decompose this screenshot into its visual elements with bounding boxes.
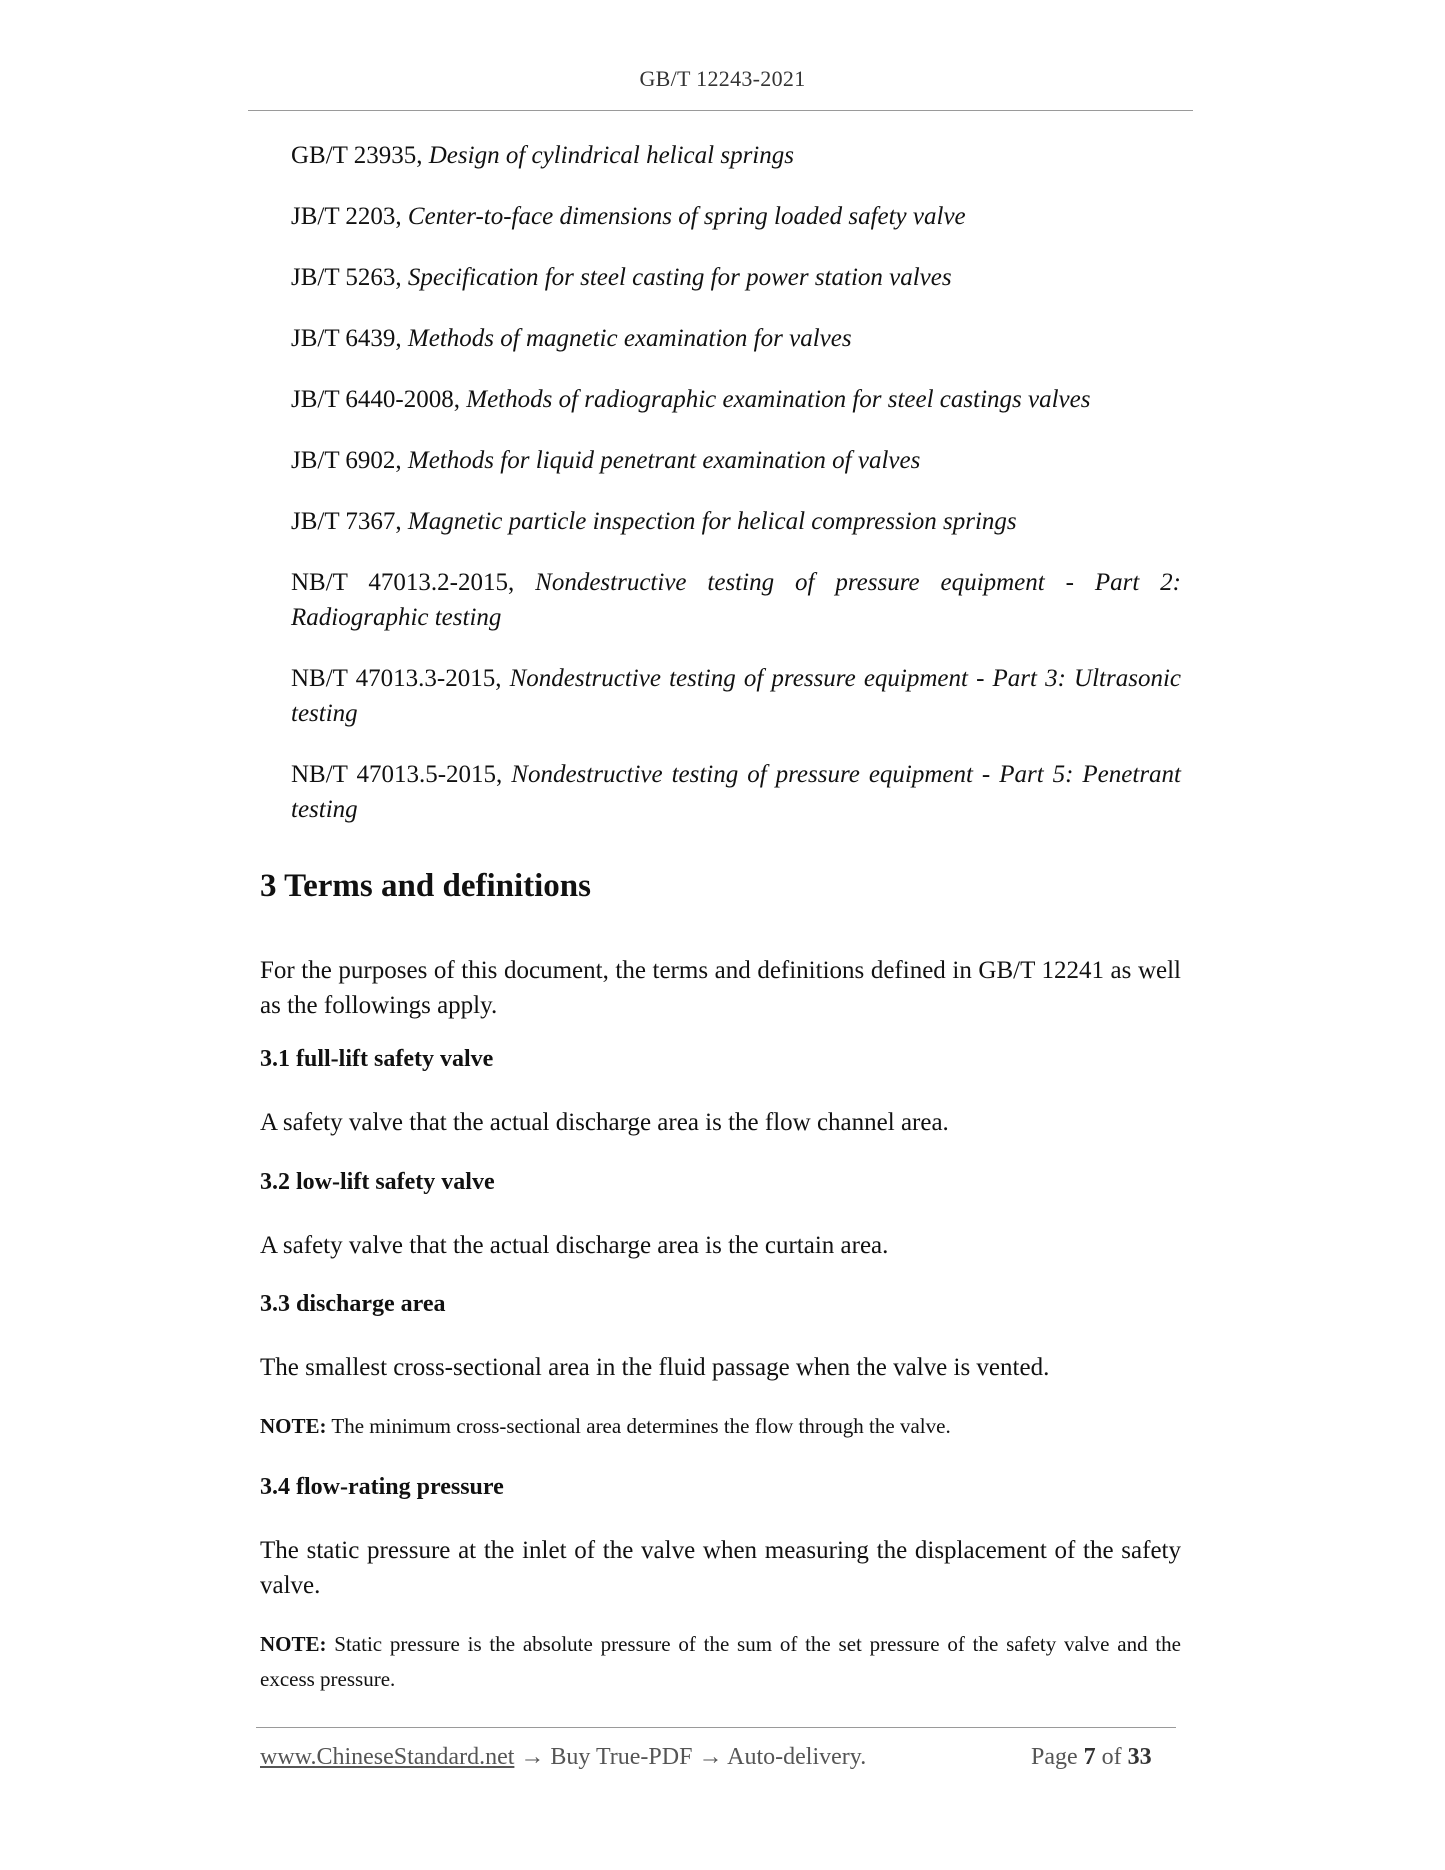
page-current: 7: [1083, 1744, 1096, 1770]
page-indicator: [1031, 1744, 1152, 1771]
normative-references-list: [291, 138, 1181, 853]
reference-code: NB/T 47013.5-2015,: [291, 761, 503, 788]
page-of: of: [1095, 1744, 1128, 1770]
reference-code: JB/T 7367,: [291, 508, 402, 535]
reference-code: NB/T 47013.3-2015,: [291, 665, 502, 692]
reference-title: Methods for liquid penetrant examination of valves: [407, 447, 921, 474]
arrow-right-icon: →: [514, 1744, 551, 1770]
note-label: NOTE:: [260, 1632, 327, 1656]
term-definition: The static pressure at the inlet of the valve when measuring the displacement of the safety valve.: [260, 1537, 1181, 1599]
page-total: 33: [1127, 1744, 1152, 1770]
reference-item: [291, 757, 1181, 827]
section-intro: For the purposes of this document, the terms and definitions defined in GB/T 12241 as well as the followings apply.: [260, 957, 1181, 1019]
term-label: 3.2 low-lift safety valve: [260, 1169, 495, 1195]
term-definition: A safety valve that the actual discharge area is the curtain area.: [260, 1232, 889, 1259]
term-label: 3.4 flow-rating pressure: [260, 1474, 504, 1500]
section-heading: 3 Terms and definitions: [260, 868, 591, 904]
header-title: GB/T 12243-2021: [639, 66, 806, 91]
reference-title: Center-to-face dimensions of spring loaded safety valve: [407, 203, 966, 230]
reference-item: [291, 443, 1181, 478]
reference-item: [291, 321, 1181, 356]
note-label: NOTE:: [260, 1414, 327, 1438]
reference-title: Nondestructive testing of pressure equipment - Part 3: Ultrasonic testing: [291, 665, 1182, 727]
auto-delivery-text: Auto-delivery.: [727, 1744, 867, 1770]
website-link[interactable]: www.ChineseStandard.net: [260, 1744, 515, 1770]
term-label: 3.3 discharge area: [260, 1291, 446, 1317]
reference-item: [291, 260, 1181, 295]
term-note: [260, 1627, 1181, 1697]
reference-code: JB/T 2203,: [291, 203, 402, 230]
footer-promo: [260, 1744, 866, 1771]
reference-code: JB/T 6440-2008,: [291, 386, 460, 413]
reference-code: GB/T 23935,: [291, 142, 423, 169]
reference-title: Methods of radiographic examination for steel castings valves: [466, 386, 1091, 413]
reference-code: JB/T 6902,: [291, 447, 402, 474]
reference-item: [291, 661, 1181, 731]
term-definition: The smallest cross-sectional area in the fluid passage when the valve is vented.: [260, 1354, 1050, 1381]
reference-title: Magnetic particle inspection for helical compression springs: [407, 508, 1017, 535]
reference-item: [291, 382, 1181, 417]
reference-item: [291, 504, 1181, 539]
header-divider: [248, 110, 1193, 111]
buy-pdf-text: Buy True-PDF: [550, 1744, 693, 1770]
reference-title: Methods of magnetic examination for valves: [407, 325, 852, 352]
reference-title: Specification for steel casting for power station valves: [407, 264, 952, 291]
term-definition: A safety valve that the actual discharge area is the flow channel area.: [260, 1109, 949, 1136]
reference-code: JB/T 5263,: [291, 264, 402, 291]
reference-title: Nondestructive testing of pressure equipment - Part 5: Penetrant testing: [291, 761, 1182, 823]
page-label: Page: [1031, 1744, 1084, 1770]
reference-title: Nondestructive testing of pressure equipment - Part 2: Radiographic testing: [291, 569, 1181, 631]
reference-item: [291, 199, 1181, 234]
reference-code: JB/T 6439,: [291, 325, 402, 352]
reference-item: [291, 138, 1181, 173]
reference-title: Design of cylindrical helical springs: [428, 142, 794, 169]
note-text: The minimum cross-sectional area determines the flow through the valve.: [326, 1414, 951, 1438]
term-label: 3.1 full-lift safety valve: [260, 1046, 494, 1072]
term-note: [260, 1409, 1181, 1444]
reference-code: NB/T 47013.2-2015,: [291, 569, 515, 596]
note-text: Static pressure is the absolute pressure of the sum of the set pressure of the safety valve and the excess pressure.: [260, 1632, 1181, 1691]
reference-item: [291, 565, 1181, 635]
footer-divider: [256, 1727, 1176, 1728]
arrow-right-icon: →: [692, 1744, 728, 1770]
